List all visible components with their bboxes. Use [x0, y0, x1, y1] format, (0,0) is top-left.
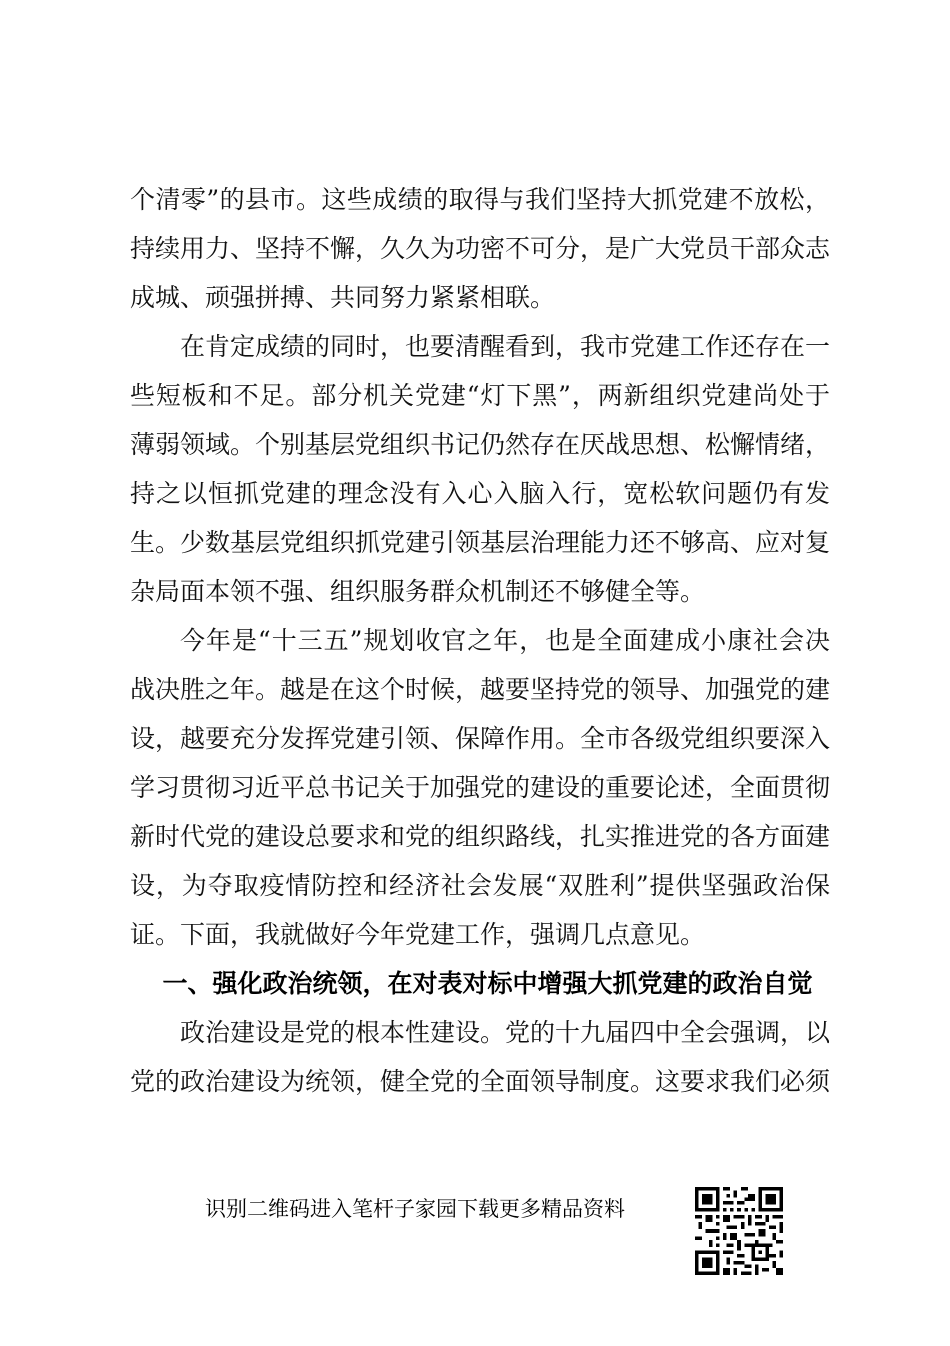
paragraph-3: 今年是“十三五”规划收官之年，也是全面建成小康社会决战决胜之年。越是在这个时候，越要坚持党的领导、加强党的建设，越要充分发挥党建引领、保障作用。全市各级党组织要深入学习贯彻习近平总书记关于加强党的建设的重要论述，全面贯彻新时代党的建设总要求和党的组织路线，扎实推进党的各方面建设，为夺取疫情防控和经济社会发展“双胜利”提供坚强政治保证。下面，我就做好今年党建工作，强调几点意见。 — [130, 626, 831, 949]
document-body — [130, 175, 830, 1106]
qr-code-icon[interactable] — [695, 1187, 783, 1275]
paragraph-1: 个清零”的县市。这些成绩的取得与我们坚持大抓党建不放松，持续用力、坚持不懈，久久为功密不可分，是广大党员干部众志成城、顽强拼搏、共同努力紧紧相联。 — [130, 185, 831, 312]
footer-promo-text: 识别二维码进入笔杆子家园下载更多精品资料 — [205, 1197, 625, 1221]
paragraph-2: 在肯定成绩的同时，也要清醒看到，我市党建工作还存在一些短板和不足。部分机关党建“灯下黑”，两新组织党建尚处于薄弱领域。个别基层党组织书记仍然存在厌战思想、松懈情绪，持之以恒抓党建的理念没有入心入脑入行，宽松软问题仍有发生。少数基层党组织抓党建引领基层治理能力还不够高、应对复杂局面本领不强、组织服务群众机制还不够健全等。 — [130, 332, 831, 606]
section-heading: 一、强化政治统领，在对表对标中增强大抓党建的政治自觉 — [162, 969, 813, 998]
paragraph-4: 政治建设是党的根本性建设。党的十九届四中全会强调，以党的政治建设为统领，健全党的全面领导制度。这要求我们必须 — [130, 1018, 831, 1096]
